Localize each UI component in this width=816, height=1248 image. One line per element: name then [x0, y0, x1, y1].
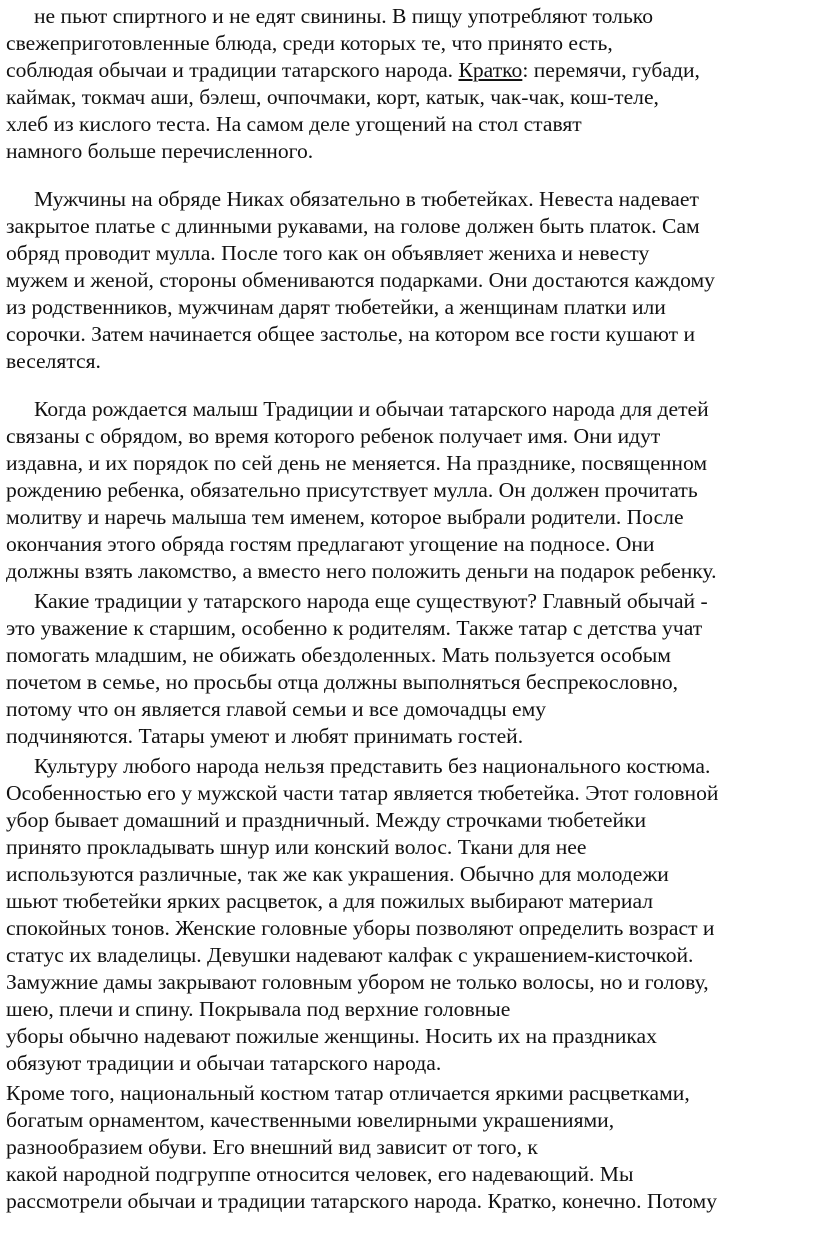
text-line: принято прокладывать шнур или конский волос. Ткани для нее	[6, 835, 587, 859]
text-line: почетом в семье, но просьбы отца должны выполняться беспрекословно,	[6, 670, 679, 694]
text-line: издавна, и их порядок по сей день не меняется. На празднике, посвященном	[6, 451, 708, 475]
text-line: Замужние дамы закрывают головным убором не только волосы, но и голову,	[6, 970, 709, 994]
text-line: спокойных тонов. Женские головные уборы позволяют определить возраст и	[6, 916, 715, 940]
text-line: это уважение к старшим, особенно к родителям. Также татар с детства учат	[6, 616, 703, 640]
text-line	[6, 57, 700, 84]
text-line: каймак, токмач аши, бэлеш, очпочмаки, корт, катык, чак-чак, кош-теле,	[6, 85, 659, 109]
text-line: веселятся.	[6, 349, 101, 373]
text-line: подчиняются. Татары умеют и любят принимать гостей.	[6, 724, 524, 748]
text-line: свежеприготовленные блюда, среди которых те, что принято есть,	[6, 31, 613, 55]
text-line: шею, плечи и спину. Покрывала под верхние головные	[6, 997, 511, 1021]
text-line: закрытое платье с длинными рукавами, на голове должен быть платок. Сам	[6, 214, 700, 238]
text-line: молитву и наречь малыша тем именем, которое выбрали родители. После	[6, 505, 684, 529]
text-line: рождению ребенка, обязательно присутствует мулла. Он должен прочитать	[6, 478, 698, 502]
text-line: разнообразием обуви. Его внешний вид зависит от того, к	[6, 1135, 538, 1159]
text-line: помогать младшим, не обижать обездоленных. Мать пользуется особым	[6, 643, 671, 667]
text-line: Особенностью его у мужской части татар является тюбетейка. Этот головной	[6, 781, 719, 805]
text-segment: : перемячи, губади,	[522, 58, 700, 82]
text-line: хлеб из кислого теста. На самом деле угощений на стол ставят	[6, 112, 582, 136]
text-line: из родственников, мужчинам дарят тюбетейки, а женщинам платки или	[6, 295, 666, 319]
text-line: Кроме того, национальный костюм татар отличается яркими расцветками,	[6, 1081, 690, 1105]
text-line: не пьют спиртного и не едят свинины. В пищу употребляют только	[34, 4, 653, 28]
text-line: намного больше перечисленного.	[6, 139, 314, 163]
text-line: используются различные, так же как украшения. Обычно для молодежи	[6, 862, 669, 886]
text-line: обязуют традиции и обычаи татарского народа.	[6, 1051, 442, 1075]
text-line: Какие традиции у татарского народа еще существуют? Главный обычай -	[34, 589, 708, 613]
text-line: статус их владелицы. Девушки надевают калфак с украшением-кисточкой.	[6, 943, 694, 967]
text-line: Культуру любого народа нельзя представить без национального костюма.	[34, 754, 711, 778]
text-line: обряд проводит мулла. После того как он объявляет жениха и невесту	[6, 241, 650, 265]
text-line: Мужчины на обряде Никах обязательно в тюбетейках. Невеста надевает	[34, 187, 699, 211]
text-line: сорочки. Затем начинается общее застолье, на котором все гости кушают и	[6, 322, 696, 346]
kratko-link[interactable]: Кратко	[458, 58, 523, 82]
text-line: потому что он является главой семьи и все домочадцы ему	[6, 697, 547, 721]
text-line: мужем и женой, стороны обмениваются подарками. Они достаются каждому	[6, 268, 715, 292]
text-line: шьют тюбетейки ярких расцветок, а для пожилых выбирают материал	[6, 889, 654, 913]
text-line: окончания этого обряда гостям предлагают угощение на подносе. Они	[6, 532, 655, 556]
text-line: рассмотрели обычаи и традиции татарского народа. Кратко, конечно. Потому	[6, 1189, 718, 1213]
text-line: убор бывает домашний и праздничный. Между строчками тюбетейки	[6, 808, 647, 832]
text-line: Когда рождается малыш Традиции и обычаи татарского народа для детей	[34, 397, 709, 421]
text-line: связаны с обрядом, во время которого ребенок получает имя. Они идут	[6, 424, 661, 448]
text-line: какой народной подгруппе относится человек, его надевающий. Мы	[6, 1162, 634, 1186]
text-line: должны взять лакомство, а вместо него положить деньги на подарок ребенку.	[6, 559, 717, 583]
text-segment: соблюдая обычаи и традиции татарского народа.	[6, 58, 459, 82]
text-line: уборы обычно надевают пожилые женщины. Носить их на праздниках	[6, 1024, 657, 1048]
text-line: богатым орнаментом, качественными ювелирными украшениями,	[6, 1108, 615, 1132]
